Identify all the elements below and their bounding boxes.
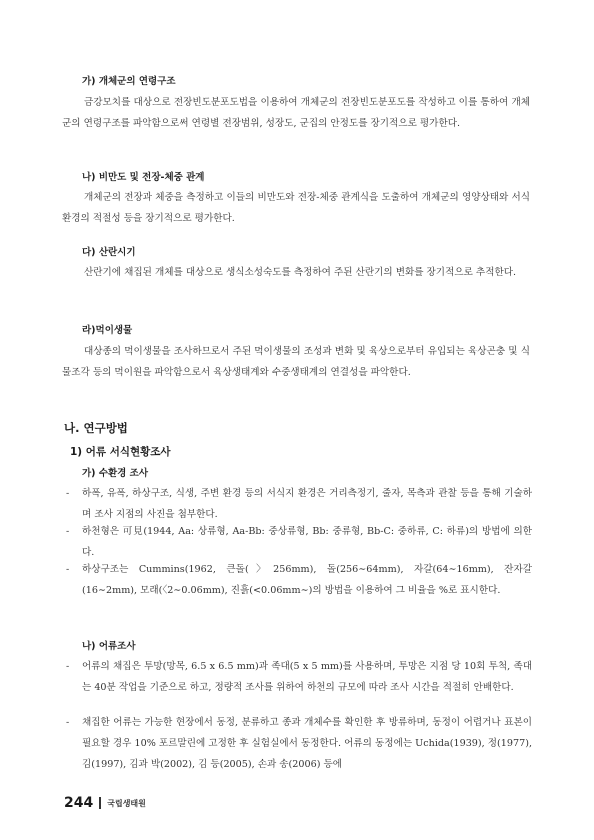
- section-heading-food-organisms: 라)먹이생물: [82, 325, 133, 336]
- paragraph-condition-factor: 개체군의 전장과 체중을 측정하고 이들의 비만도와 전장-체중 관계식을 도출하여 개체군의 영양상태와 서식환경의 적절성 등을 장기적으로 평가한다.: [62, 192, 530, 224]
- section-heading-age-structure: 가) 개체군의 연령구조: [82, 76, 176, 87]
- list-item: [66, 712, 532, 775]
- list-item-text: 하폭, 유폭, 하상구조, 식생, 주변 환경 등의 서식지 환경은 거리측정기, 줄자, 목측과 관찰 등을 통해 기술하며 조사 지점의 사진을 첨부한다.: [82, 488, 532, 520]
- paragraph-food-organisms: 대상종의 먹이생물을 조사하므로서 주된 먹이생물의 조성과 변화 및 육상으로부터 유입되는 육상곤충 및 식물조각 등의 먹이원을 파악함으로서 육상생태계와 수중생태계의 연결성을 파악한다.: [62, 346, 530, 378]
- bullet-dash: -: [66, 564, 70, 575]
- list-item: [66, 656, 532, 698]
- fish-habitat-survey-heading: 1) 어류 서식현황조사: [70, 446, 171, 458]
- list-item-text: 채집한 어류는 가능한 현장에서 동정, 분류하고 종과 개체수를 확인한 후 방류하며, 동정이 어렵거나 표본이 필요할 경우 10% 포르말린에 고정한 후 실험실에서 동정한다. 어류의 동정에는 Uchida(1939), 정(1977), 김(1997), 김과 박(2002), 김 등(2005), 손과 송(2006) 등에: [82, 717, 532, 770]
- bullet-dash: -: [66, 661, 70, 672]
- list-item: [66, 521, 532, 563]
- list-item: [66, 559, 532, 601]
- footer-divider: [99, 797, 101, 809]
- paragraph-age-structure: 금강모치를 대상으로 전장빈도분포도법을 이용하여 개체군의 전장빈도분포도를 작성하고 이를 통하여 개체군의 연령구조를 파악함으로써 연령별 전장범위, 성장도, 군집의 안정도를 장기적으로 평가한다.: [62, 97, 530, 129]
- page-footer: [64, 795, 146, 811]
- institute-name: 국립생태원: [107, 798, 146, 808]
- paragraph-spawning: 산란기에 채집된 개체를 대상으로 생식소성숙도를 측정하여 주된 산란기의 변화를 장기적으로 추적한다.: [84, 267, 517, 278]
- section-heading-condition-factor: 나) 비만도 및 전장-체중 관계: [82, 172, 205, 183]
- bullet-dash: -: [66, 526, 70, 537]
- list-item: [66, 483, 532, 525]
- page-number: 244: [64, 795, 94, 811]
- water-environment-heading: 가) 수환경 조사: [82, 468, 149, 479]
- list-item-text: 하천형은 可見(1944, Aa: 상류형, Aa-Bb: 중상류형, Bb: 중류형, Bb-C: 중하류, C: 하류)의 방법에 의한다.: [82, 526, 532, 558]
- fish-survey-heading: 나) 어류조사: [82, 641, 136, 652]
- bullet-dash: -: [66, 717, 70, 728]
- section-heading-spawning: 다) 산란시기: [82, 247, 136, 258]
- bullet-dash: -: [66, 488, 70, 499]
- list-item-text: 어류의 채집은 투망(망목, 6.5 x 6.5 mm)과 족대(5 x 5 mm)를 사용하며, 투망은 지점 당 10회 투척, 족대는 40분 작업을 기준으로 하고, 정량적 조사를 위하여 하천의 규모에 따라 조사 시간을 적절히 안배한다.: [82, 661, 532, 693]
- methods-heading: 나. 연구방법: [64, 421, 128, 435]
- list-item-text: 하상구조는 Cummins(1962, 큰돌(〉256mm), 돌(256∼64mm), 자갈(64∼16mm), 잔자갈(16∼2mm), 모래(〈2∼0.06mm), 진흙(<0.06mm∼)의 방법을 이용하여 그 비율을 %로 표시한다.: [82, 564, 532, 596]
